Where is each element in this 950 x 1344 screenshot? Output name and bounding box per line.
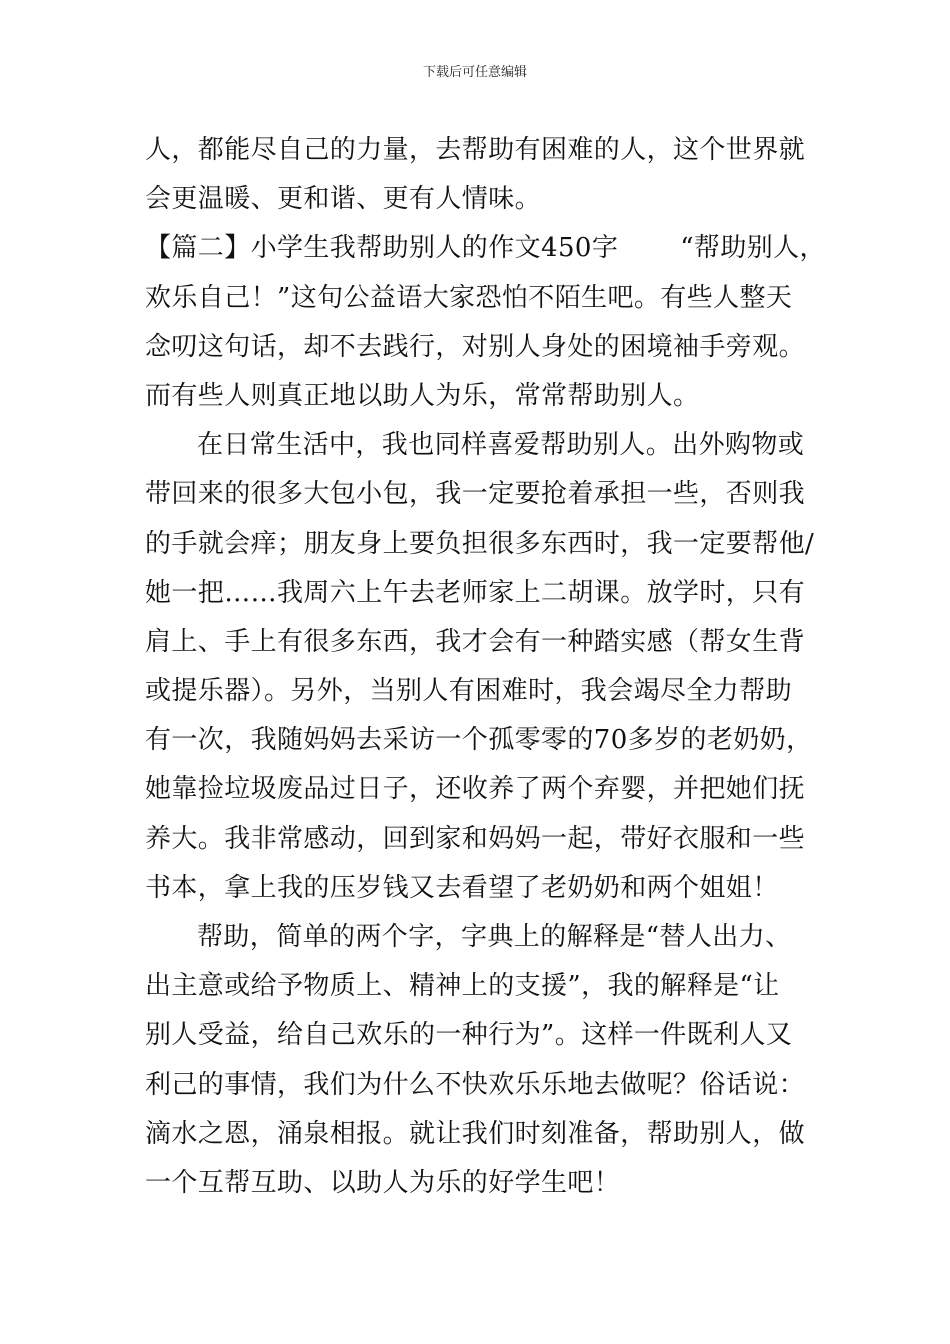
text-line: 在日常生活中，我也同样喜爱帮助别人。出外购物或 <box>197 430 805 461</box>
text-line: 肩上、手上有很多东西，我才会有一种踏实感（帮女生背 <box>145 626 806 657</box>
text-line: 养大。我非常感动，回到家和妈妈一起，带好衣服和一些 <box>145 823 806 854</box>
document-body <box>145 126 826 1208</box>
text-line: 念叨这句话，却不去践行，对别人身处的困境袖手旁观。 <box>145 331 806 362</box>
text-line: 她靠捡垃圾废品过日子，还收养了两个弃婴，并把她们抚 <box>145 774 806 805</box>
page-header: 下载后可任意编辑 <box>422 65 527 80</box>
text-line: 利己的事情，我们为什么不快欢乐乐地去做呢？俗话说： <box>145 1069 806 1100</box>
text-line: 会更温暖、更和谐、更有人情味。 <box>145 184 542 215</box>
text-line: 人，都能尽自己的力量，去帮助有困难的人，这个世界就 <box>145 135 806 165</box>
paragraph <box>145 421 815 913</box>
text-line: 帮助，简单的两个字，字典上的解释是“替人出力、 <box>197 922 792 952</box>
paragraph <box>145 224 826 421</box>
text-line: 欢乐自己！”这句公益语大家恐怕不陌生吧。有些人整天 <box>145 282 793 313</box>
text-fragment: “帮助别人， <box>680 233 826 264</box>
section-heading: 【篇二】小学生我帮助别人的作文450字 <box>145 233 619 264</box>
text-line: 别人受益，给自己欢乐的一种行为”。这样一件既利人又 <box>145 1020 793 1051</box>
text-line: 有一次，我随妈妈去采访一个孤零零的70多岁的老奶奶， <box>145 725 813 756</box>
text-line: 而有些人则真正地以助人为乐，常常帮助别人。 <box>145 380 700 411</box>
section-heading-line <box>145 224 826 273</box>
text-line: 一个互帮互助、以助人为乐的好学生吧！ <box>145 1167 621 1198</box>
text-line: 或提乐器）。另外，当别人有困难时，我会竭尽全力帮助 <box>145 676 793 707</box>
paragraph <box>145 126 815 224</box>
text-line: 书本，拿上我的压岁钱又去看望了老奶奶和两个姐姐！ <box>145 872 779 903</box>
paragraph <box>145 913 815 1208</box>
text-line: 带回来的很多大包小包，我一定要抢着承担一些，否则我 <box>145 479 806 510</box>
text-line: 她一把……我周六上午去老师家上二胡课。放学时，只有 <box>145 577 806 608</box>
text-line: 的手就会痒；朋友身上要负担很多东西时，我一定要帮他/ <box>145 528 815 559</box>
text-line: 滴水之恩，涌泉相报。就让我们时刻准备，帮助别人，做 <box>145 1118 806 1149</box>
text-line: 出主意或给予物质上、精神上的支援”，我的解释是“让 <box>145 971 780 1002</box>
